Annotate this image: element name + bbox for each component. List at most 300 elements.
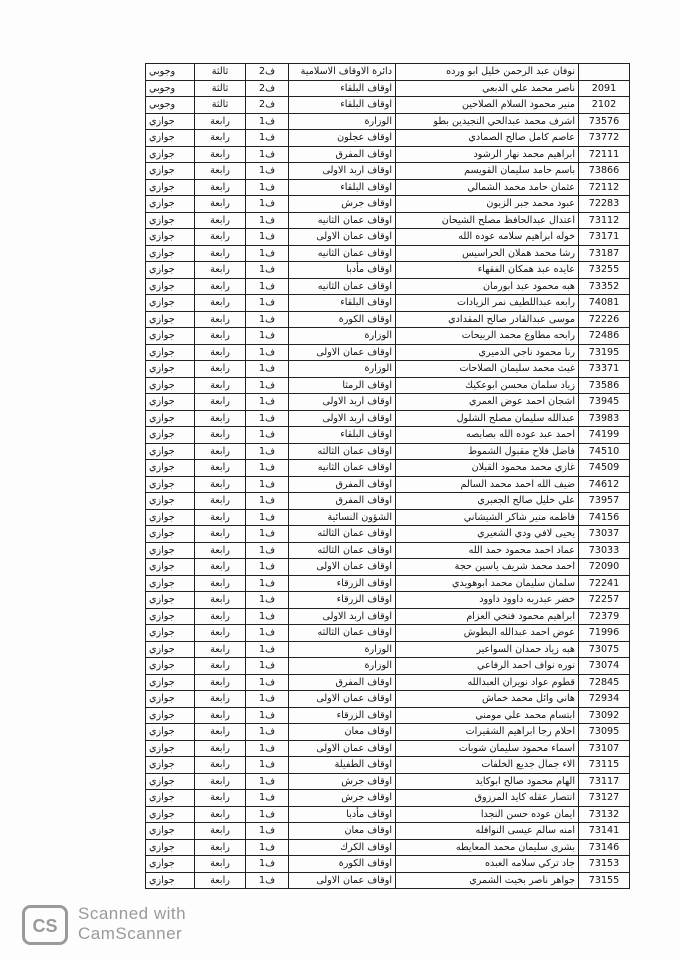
cell-status: جوازي — [146, 773, 195, 790]
cell-number: 72111 — [579, 146, 630, 163]
cell-grade: ف1 — [246, 823, 289, 840]
cell-category: رابعة — [195, 691, 246, 708]
cell-name: ابراهيم محمد نهار الرشود — [396, 146, 579, 163]
table-row — [146, 493, 630, 510]
cell-grade: ف1 — [246, 839, 289, 856]
cell-category: رابعة — [195, 559, 246, 576]
cell-name: امنه سالم عيسى النوافله — [396, 823, 579, 840]
table-row — [146, 806, 630, 823]
cell-number: 74612 — [579, 476, 630, 493]
cell-grade: ف1 — [246, 740, 289, 757]
cell-number: 73146 — [579, 839, 630, 856]
cell-status: جوازي — [146, 526, 195, 543]
camscanner-watermark — [78, 904, 186, 944]
cell-name: الهام محمود صالح ابوكايد — [396, 773, 579, 790]
cell-department: اوقاف معان — [289, 823, 396, 840]
cell-grade: ف1 — [246, 311, 289, 328]
cell-department: الوزارة — [289, 328, 396, 345]
cell-status: جوازي — [146, 691, 195, 708]
cell-name: قطوم عواد نويران العبدالله — [396, 674, 579, 691]
cell-grade: ف1 — [246, 526, 289, 543]
table-row — [146, 361, 630, 378]
cell-department: اوقاف الزرقاء — [289, 707, 396, 724]
cell-category: رابعة — [195, 328, 246, 345]
cell-grade: ف1 — [246, 410, 289, 427]
cell-category: رابعة — [195, 509, 246, 526]
cell-name: انتصار عقله كايد المرزوق — [396, 790, 579, 807]
table-row — [146, 179, 630, 196]
cell-status: جوازي — [146, 295, 195, 312]
cell-number: 73074 — [579, 658, 630, 675]
cell-number: 73352 — [579, 278, 630, 295]
cell-category: رابعة — [195, 856, 246, 873]
cell-status: جوازي — [146, 872, 195, 889]
cell-name: فاضل فلاح مقبول الشموط — [396, 443, 579, 460]
cell-number: 73576 — [579, 113, 630, 130]
cell-grade: ف1 — [246, 146, 289, 163]
cell-grade: ف1 — [246, 790, 289, 807]
cell-department: اوقاف البلقاء — [289, 179, 396, 196]
cell-department: اوقاف اربد الاولى — [289, 608, 396, 625]
cell-grade: ف1 — [246, 196, 289, 213]
cell-status: جوازي — [146, 229, 195, 246]
cell-number: 73195 — [579, 344, 630, 361]
table-row — [146, 328, 630, 345]
cell-name: عثمان حامد محمد الشمالي — [396, 179, 579, 196]
cell-name: هبه زياد حمدان السواعير — [396, 641, 579, 658]
cell-grade: ف1 — [246, 377, 289, 394]
cell-grade: ف1 — [246, 130, 289, 147]
cell-department: اوقاف الزرقاء — [289, 575, 396, 592]
cell-name: عبود محمد جبر الزبون — [396, 196, 579, 213]
cell-department: اوقاف عمان الثالثه — [289, 526, 396, 543]
cell-grade: ف1 — [246, 295, 289, 312]
cell-department: اوقاف البلقاء — [289, 80, 396, 97]
cell-grade: ف1 — [246, 476, 289, 493]
cell-number: 72241 — [579, 575, 630, 592]
cell-category: ثالثة — [195, 97, 246, 114]
cell-number: 73127 — [579, 790, 630, 807]
cell-number: 73095 — [579, 724, 630, 741]
cell-status: جوازي — [146, 212, 195, 229]
cell-category: رابعة — [195, 361, 246, 378]
table-row — [146, 212, 630, 229]
table-row — [146, 427, 630, 444]
cell-category: رابعة — [195, 179, 246, 196]
table-row — [146, 674, 630, 691]
cell-number — [579, 64, 630, 81]
cell-department: اوقاف مأدبا — [289, 262, 396, 279]
cell-category: رابعة — [195, 757, 246, 774]
cell-category: رابعة — [195, 872, 246, 889]
cell-department: اوقاف عمان الاولى — [289, 559, 396, 576]
table-row — [146, 245, 630, 262]
cell-status: جوازي — [146, 130, 195, 147]
cell-number: 73037 — [579, 526, 630, 543]
cell-status: جوازي — [146, 394, 195, 411]
cell-grade: ف1 — [246, 674, 289, 691]
cell-number: 74509 — [579, 460, 630, 477]
cell-number: 74156 — [579, 509, 630, 526]
cell-status: جوازي — [146, 344, 195, 361]
cell-category: رابعة — [195, 212, 246, 229]
cell-name: عوض احمد عبدالله البطوش — [396, 625, 579, 642]
cell-category: رابعة — [195, 790, 246, 807]
cell-department: اوقاف المفرق — [289, 674, 396, 691]
table-row — [146, 196, 630, 213]
cell-grade: ف1 — [246, 394, 289, 411]
table-row — [146, 344, 630, 361]
cell-grade: ف1 — [246, 542, 289, 559]
cell-grade: ف1 — [246, 559, 289, 576]
cell-grade: ف1 — [246, 625, 289, 642]
cell-department: الشؤون النسائية — [289, 509, 396, 526]
cell-grade: ف1 — [246, 179, 289, 196]
cell-category: رابعة — [195, 344, 246, 361]
cell-number: 73983 — [579, 410, 630, 427]
cell-number: 73115 — [579, 757, 630, 774]
cell-name: باسم حامد سليمان القويسم — [396, 163, 579, 180]
cell-category: رابعة — [195, 229, 246, 246]
cell-number: 73957 — [579, 493, 630, 510]
table-row — [146, 575, 630, 592]
cell-category: رابعة — [195, 526, 246, 543]
table-row — [146, 856, 630, 873]
cell-category: ثالثة — [195, 64, 246, 81]
cell-name: سلمان سليمان محمد ابوهويدي — [396, 575, 579, 592]
cell-grade: ف1 — [246, 328, 289, 345]
cell-name: علي خليل صالح الجعبري — [396, 493, 579, 510]
cell-department: اوقاف عمان الاولى — [289, 691, 396, 708]
table-row — [146, 113, 630, 130]
table-row — [146, 691, 630, 708]
table-row — [146, 262, 630, 279]
cell-grade: ف1 — [246, 856, 289, 873]
cell-department: اوقاف عمان الثانيه — [289, 245, 396, 262]
cell-status: جوازي — [146, 559, 195, 576]
cell-department: اوقاف عمان الثانيه — [289, 278, 396, 295]
cell-category: رابعة — [195, 427, 246, 444]
cell-number: 73075 — [579, 641, 630, 658]
cell-category: رابعة — [195, 592, 246, 609]
table-row — [146, 80, 630, 97]
cell-status: جوازي — [146, 592, 195, 609]
cell-name: هبه محمود عبد ابورمان — [396, 278, 579, 295]
cell-name: رنا محمود ناجي الدميري — [396, 344, 579, 361]
cell-category: رابعة — [195, 823, 246, 840]
table-row — [146, 476, 630, 493]
cell-category: رابعة — [195, 575, 246, 592]
cell-category: رابعة — [195, 245, 246, 262]
cell-number: 72486 — [579, 328, 630, 345]
table-row — [146, 872, 630, 889]
table-row — [146, 410, 630, 427]
cell-grade: ف1 — [246, 757, 289, 774]
cell-grade: ف1 — [246, 344, 289, 361]
cell-grade: ف1 — [246, 229, 289, 246]
table-row — [146, 146, 630, 163]
cell-name: اسماء محمود سليمان شوبات — [396, 740, 579, 757]
cell-name: رشا محمد هملان الحراسيس — [396, 245, 579, 262]
cell-name: جاد تركي سلامه العبده — [396, 856, 579, 873]
cell-name: ابراهيم محمود فنخي العزام — [396, 608, 579, 625]
cell-department: اوقاف عمان الثالثه — [289, 443, 396, 460]
cell-department: اوقاف المفرق — [289, 476, 396, 493]
cell-department: اوقاف جرش — [289, 196, 396, 213]
cell-department: اوقاف عمان الاولى — [289, 229, 396, 246]
cell-department: اوقاف اربد الاولى — [289, 410, 396, 427]
table-row — [146, 163, 630, 180]
table-row — [146, 443, 630, 460]
cell-category: رابعة — [195, 295, 246, 312]
cell-category: رابعة — [195, 674, 246, 691]
cell-category: رابعة — [195, 278, 246, 295]
table-row — [146, 625, 630, 642]
cell-status: جوازي — [146, 790, 195, 807]
cell-status: جوازي — [146, 542, 195, 559]
cell-name: ناصر محمد علي الدبعي — [396, 80, 579, 97]
cell-number: 71996 — [579, 625, 630, 642]
cell-number: 73141 — [579, 823, 630, 840]
cell-status: جوازي — [146, 674, 195, 691]
cell-name: زياد سلمان محسن ابوعكيك — [396, 377, 579, 394]
cell-department: اوقاف البلقاء — [289, 97, 396, 114]
cell-grade: ف1 — [246, 493, 289, 510]
cell-number: 72226 — [579, 311, 630, 328]
cell-name: عماد احمد محمود حمد الله — [396, 542, 579, 559]
cell-number: 73255 — [579, 262, 630, 279]
cell-number: 74199 — [579, 427, 630, 444]
table-row — [146, 295, 630, 312]
cell-grade: ف2 — [246, 80, 289, 97]
cell-category: رابعة — [195, 641, 246, 658]
cell-department: دائرة الاوقاف الاسلامية — [289, 64, 396, 81]
cell-department: اوقاف البلقاء — [289, 295, 396, 312]
cell-status: جوازي — [146, 839, 195, 856]
cell-status: جوازي — [146, 625, 195, 642]
cell-department: اوقاف عمان الاولى — [289, 872, 396, 889]
cell-name: اشرف محمد عبدالحي النجيدين بطو — [396, 113, 579, 130]
table-row — [146, 278, 630, 295]
cell-name: بشرى سليمان محمد المعايطه — [396, 839, 579, 856]
cell-name: الاء جمال جديع الخلفات — [396, 757, 579, 774]
watermark-line-2: CamScanner — [78, 924, 183, 943]
cell-department: اوقاف عمان الاولى — [289, 740, 396, 757]
cell-name: احمد محمد شريف ياسين حجة — [396, 559, 579, 576]
cell-status: جوازي — [146, 658, 195, 675]
table-row — [146, 707, 630, 724]
cell-department: اوقاف مأدبا — [289, 806, 396, 823]
table-row — [146, 542, 630, 559]
cell-status: جوازي — [146, 608, 195, 625]
cell-category: رابعة — [195, 773, 246, 790]
cell-number: 73187 — [579, 245, 630, 262]
cell-grade: ف1 — [246, 278, 289, 295]
cell-name: احلام رجا ابراهيم الشقيرات — [396, 724, 579, 741]
cell-name: عبدالله سليمان مصلح الشلول — [396, 410, 579, 427]
cell-grade: ف1 — [246, 658, 289, 675]
cell-name: ايمان عوده حسن النجدا — [396, 806, 579, 823]
cell-number: 72090 — [579, 559, 630, 576]
cell-department: اوقاف عمان الثانيه — [289, 212, 396, 229]
table-row — [146, 773, 630, 790]
cell-grade: ف1 — [246, 460, 289, 477]
cell-status: جوازي — [146, 823, 195, 840]
table-row — [146, 592, 630, 609]
cell-status: جوازي — [146, 410, 195, 427]
cell-grade: ف1 — [246, 773, 289, 790]
cell-status: جوازي — [146, 311, 195, 328]
cell-category: رابعة — [195, 410, 246, 427]
cell-category: رابعة — [195, 262, 246, 279]
cell-department: اوقاف الكرك — [289, 839, 396, 856]
cell-name: خضر عبدربه داوود داوود — [396, 592, 579, 609]
cell-department: اوقاف جرش — [289, 773, 396, 790]
cell-department: اوقاف عمان الثالثه — [289, 625, 396, 642]
cell-department: اوقاف البلقاء — [289, 427, 396, 444]
cell-grade: ف1 — [246, 724, 289, 741]
cell-status: جوازي — [146, 163, 195, 180]
cell-name: هاني وائل محمد خماش — [396, 691, 579, 708]
cell-grade: ف1 — [246, 509, 289, 526]
cell-category: رابعة — [195, 493, 246, 510]
table-row — [146, 509, 630, 526]
cell-category: رابعة — [195, 130, 246, 147]
cell-grade: ف1 — [246, 806, 289, 823]
cell-name: غيث محمد سليمان الصلاحات — [396, 361, 579, 378]
cell-name: ضيف الله احمد محمد السالم — [396, 476, 579, 493]
cell-department: اوقاف عجلون — [289, 130, 396, 147]
cell-status: وجوبي — [146, 97, 195, 114]
cell-grade: ف2 — [246, 97, 289, 114]
cell-department: اوقاف الكورة — [289, 311, 396, 328]
cell-status: جوازي — [146, 757, 195, 774]
camscanner-logo-text: CS — [32, 916, 58, 936]
cell-status: جوازي — [146, 575, 195, 592]
cell-number: 2102 — [579, 97, 630, 114]
cell-grade: ف1 — [246, 163, 289, 180]
cell-number: 72845 — [579, 674, 630, 691]
cell-number: 73153 — [579, 856, 630, 873]
cell-name: احمد عبد عوده الله بصابصه — [396, 427, 579, 444]
cell-department: اوقاف جرش — [289, 790, 396, 807]
cell-name: عايده عبد همكان الفقهاء — [396, 262, 579, 279]
cell-status: وجوبي — [146, 64, 195, 81]
table-row — [146, 559, 630, 576]
cell-status: جوازي — [146, 493, 195, 510]
cell-status: جوازي — [146, 328, 195, 345]
cell-status: جوازي — [146, 740, 195, 757]
cell-grade: ف1 — [246, 262, 289, 279]
cell-grade: ف1 — [246, 592, 289, 609]
cell-department: اوقاف الطفيلة — [289, 757, 396, 774]
cell-status: جوازي — [146, 278, 195, 295]
cell-category: رابعة — [195, 196, 246, 213]
table-row — [146, 377, 630, 394]
cell-number: 73945 — [579, 394, 630, 411]
cell-grade: ف1 — [246, 361, 289, 378]
cell-grade: ف1 — [246, 608, 289, 625]
cell-name: ابتسام محمد علي مومني — [396, 707, 579, 724]
employee-table — [145, 63, 630, 889]
table-row — [146, 130, 630, 147]
cell-status: جوازي — [146, 196, 195, 213]
cell-number: 72112 — [579, 179, 630, 196]
cell-category: رابعة — [195, 608, 246, 625]
cell-number: 72379 — [579, 608, 630, 625]
camscanner-logo-icon — [22, 905, 68, 945]
cell-status: جوازي — [146, 509, 195, 526]
table-row — [146, 641, 630, 658]
cell-status: جوازي — [146, 113, 195, 130]
cell-grade: ف1 — [246, 575, 289, 592]
cell-status: جوازي — [146, 146, 195, 163]
cell-status: جوازي — [146, 707, 195, 724]
table-row — [146, 394, 630, 411]
cell-category: رابعة — [195, 740, 246, 757]
cell-name: رابعه عبداللطيف نمر الزيادات — [396, 295, 579, 312]
cell-status: جوازي — [146, 856, 195, 873]
cell-category: رابعة — [195, 113, 246, 130]
cell-category: رابعة — [195, 394, 246, 411]
table-row — [146, 526, 630, 543]
cell-grade: ف1 — [246, 872, 289, 889]
cell-number: 73107 — [579, 740, 630, 757]
cell-category: رابعة — [195, 839, 246, 856]
cell-name: موسى عبدالقادر صالح المقدادي — [396, 311, 579, 328]
cell-number: 72283 — [579, 196, 630, 213]
cell-name: عاصم كامل صالح الصمادي — [396, 130, 579, 147]
cell-number: 73092 — [579, 707, 630, 724]
cell-department: اوقاف المفرق — [289, 493, 396, 510]
watermark-line-1: Scanned with — [78, 904, 187, 923]
cell-category: رابعة — [195, 377, 246, 394]
cell-category: رابعة — [195, 443, 246, 460]
cell-category: رابعة — [195, 724, 246, 741]
cell-status: جوازي — [146, 460, 195, 477]
cell-status: جوازي — [146, 443, 195, 460]
cell-grade: ف1 — [246, 443, 289, 460]
cell-number: 73155 — [579, 872, 630, 889]
cell-grade: ف1 — [246, 113, 289, 130]
table-row — [146, 64, 630, 81]
cell-number: 72934 — [579, 691, 630, 708]
table-row — [146, 460, 630, 477]
cell-grade: ف1 — [246, 707, 289, 724]
cell-grade: ف1 — [246, 641, 289, 658]
cell-status: جوازي — [146, 427, 195, 444]
cell-name: خوله ابراهيم سلامه عوده الله — [396, 229, 579, 246]
cell-department: اوقاف الكورة — [289, 856, 396, 873]
table-row — [146, 724, 630, 741]
cell-department: الوزارة — [289, 658, 396, 675]
cell-name: رابحه مطاوع محمد الربيحات — [396, 328, 579, 345]
employee-table-body — [146, 64, 630, 889]
cell-grade: ف1 — [246, 427, 289, 444]
cell-number: 73171 — [579, 229, 630, 246]
cell-category: رابعة — [195, 163, 246, 180]
cell-department: اوقاف معان — [289, 724, 396, 741]
cell-department: اوقاف عمان الثالثه — [289, 542, 396, 559]
cell-status: جوازي — [146, 262, 195, 279]
cell-category: رابعة — [195, 146, 246, 163]
table-row — [146, 229, 630, 246]
cell-name: نوره نواف احمد الرفاعي — [396, 658, 579, 675]
cell-department: اوقاف اربد الاولى — [289, 394, 396, 411]
cell-status: جوازي — [146, 476, 195, 493]
cell-status: جوازي — [146, 245, 195, 262]
table-row — [146, 839, 630, 856]
